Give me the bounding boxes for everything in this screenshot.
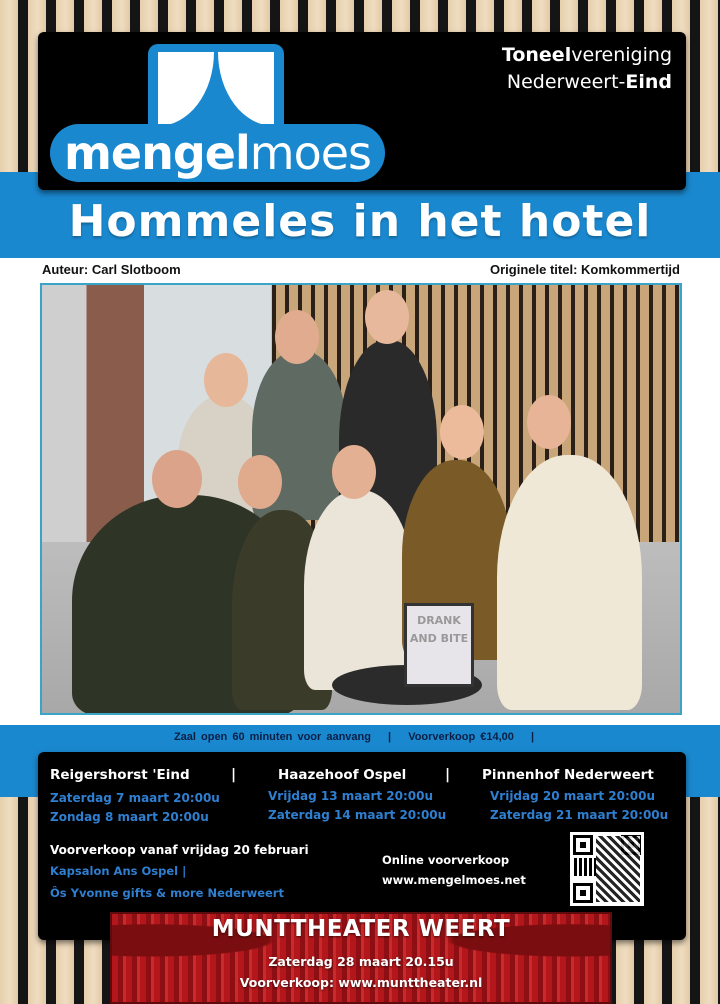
org-line1-bold: Toneel — [501, 44, 572, 66]
presale-shop: Kapsalon Ans Ospel | — [50, 864, 187, 878]
presale-heading: Voorverkoop vanaf vrijdag 20 februari — [50, 843, 309, 857]
venue-date: Zaterdag 21 maart 20:00u — [490, 808, 669, 822]
presale-price: Voorverkoop €14,00 — [408, 731, 514, 743]
theater-presale-url[interactable]: Voorverkoop: www.munttheater.nl — [239, 975, 483, 990]
cast-member-head — [238, 455, 282, 509]
venue-list — [50, 767, 676, 827]
credits-row — [42, 262, 680, 277]
theater-date: Zaterdag 28 maart 20.15u — [268, 954, 454, 969]
venue-date: Zaterdag 14 maart 20:00u — [268, 808, 447, 822]
cast-member — [304, 490, 414, 690]
org-line2-rest: Nederweert- — [506, 71, 626, 93]
presale-shop: Ôs Yvonne gifts & more Nederweert — [50, 886, 284, 900]
cast-member-head — [204, 353, 248, 407]
org-line1-rest: vereniging — [571, 44, 672, 66]
cast-member-head — [440, 405, 484, 459]
separator: | — [530, 731, 535, 743]
theater-details — [112, 951, 610, 993]
separator: | — [231, 767, 237, 783]
online-presale-url[interactable]: www.mengelmoes.net — [382, 873, 526, 887]
table-sign: DRANK AND BITE — [404, 603, 474, 687]
cast-member-head — [275, 310, 319, 364]
organization-name — [502, 42, 672, 96]
venue-date: Zaterdag 7 maart 20:00u — [50, 791, 220, 805]
separator: | — [388, 731, 392, 743]
online-presale-label: Online voorverkoop — [382, 853, 510, 867]
cast-member-head — [152, 450, 202, 508]
venue-pinnenhof — [482, 767, 668, 827]
venue-date: Zondag 8 maart 20:00u — [50, 810, 209, 824]
logo-wordmark — [50, 124, 385, 182]
logo-word-light: moes — [249, 126, 372, 180]
cast-member-head — [332, 445, 376, 499]
play-title: Hommeles in het hotel — [68, 196, 652, 247]
separator: | — [445, 767, 451, 783]
online-presale — [382, 850, 526, 890]
mengelmoes-logo — [50, 44, 390, 186]
org-line2-bold: Eind — [625, 71, 672, 93]
venue-name: Pinnenhof Nederweert — [482, 767, 654, 783]
venue-name: Haazehoof Ospel — [278, 767, 407, 783]
qr-code-icon[interactable] — [570, 832, 644, 906]
logo-word-bold: mengel — [64, 126, 250, 180]
original-title: Originele titel: Komkommertijd — [490, 262, 680, 277]
venue-date: Vrijdag 20 maart 20:00u — [490, 789, 656, 803]
venue-name: Reigershorst 'Eind — [50, 767, 190, 783]
munttheater-banner — [110, 912, 612, 1004]
header-panel — [38, 32, 686, 190]
cast-member-head — [527, 395, 571, 449]
author: Auteur: Carl Slotboom — [42, 262, 181, 277]
info-line — [0, 731, 720, 743]
cast-member-head — [365, 290, 409, 344]
doors-open-text: Zaal open 60 minuten voor aanvang — [173, 731, 371, 743]
cast-photo — [40, 283, 682, 715]
venue-date: Vrijdag 13 maart 20:00u — [268, 789, 434, 803]
cast-member — [497, 455, 642, 710]
curtain-icon — [148, 44, 284, 136]
presale-info — [50, 840, 309, 904]
theater-name: MUNTTHEATER WEERT — [211, 916, 511, 942]
